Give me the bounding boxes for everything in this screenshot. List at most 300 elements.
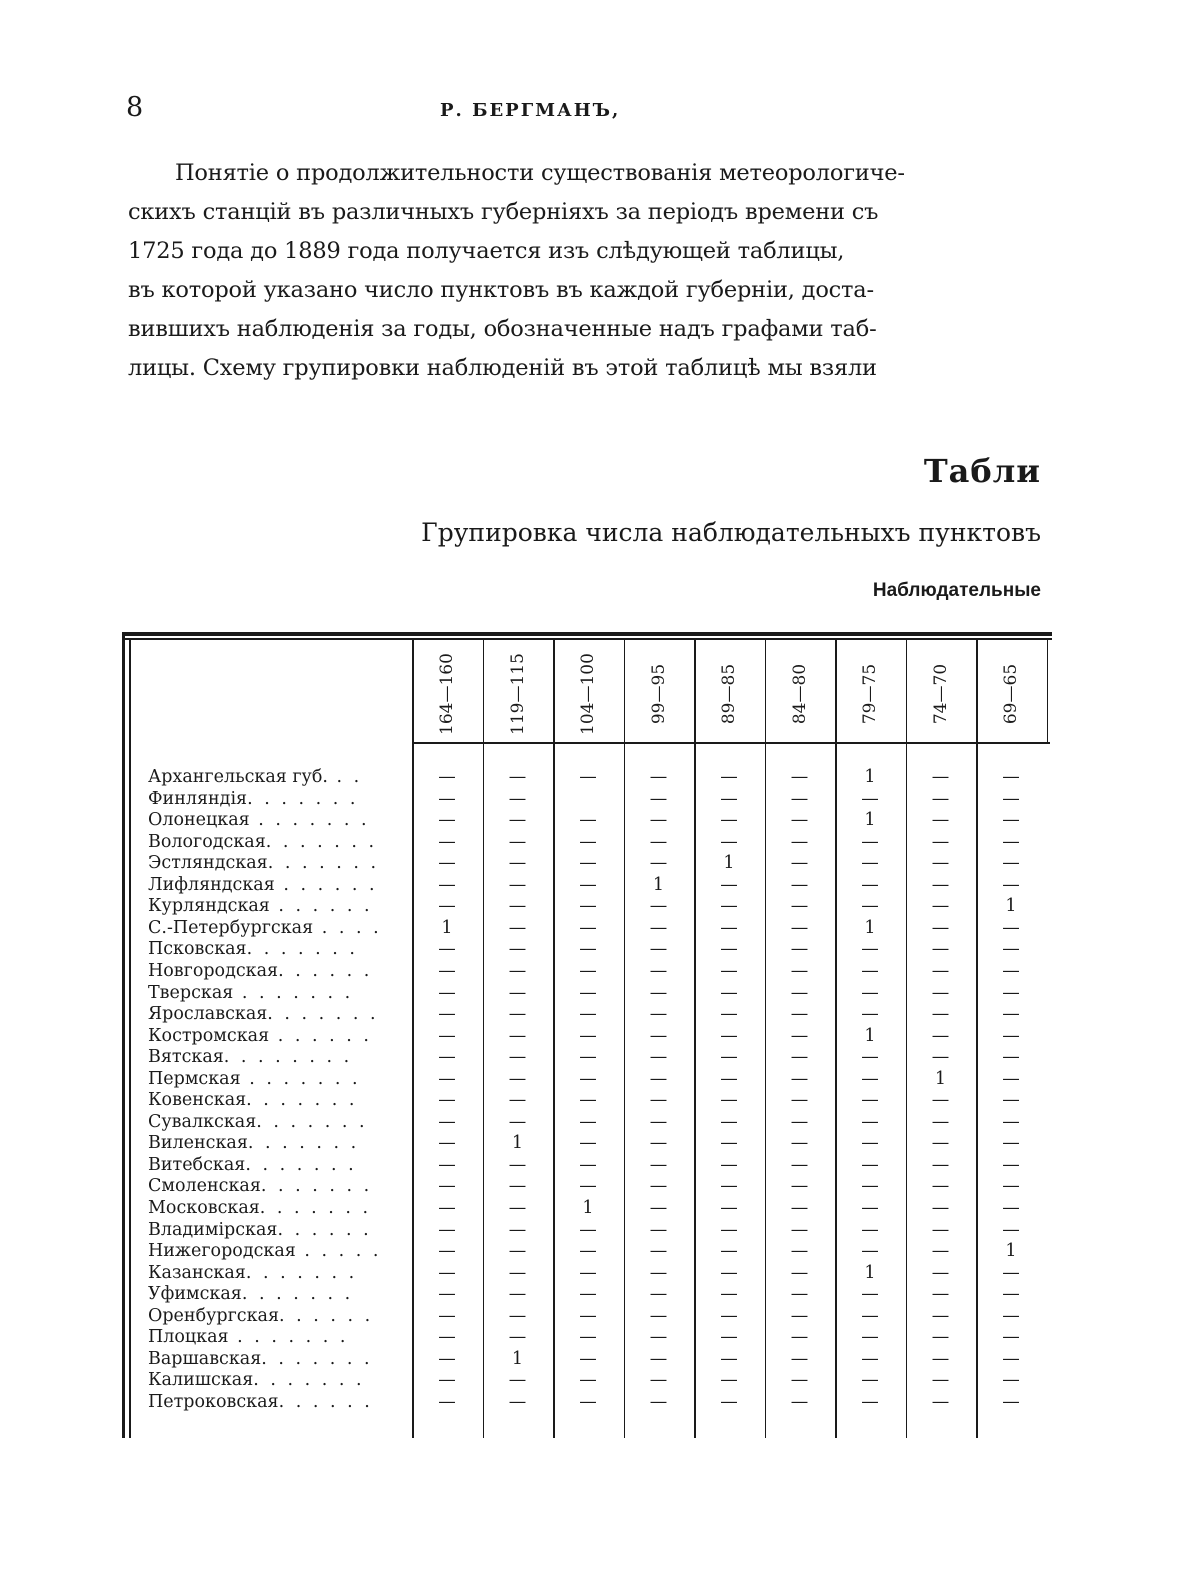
table-cell: — bbox=[790, 1219, 809, 1240]
table-cell: — bbox=[720, 896, 738, 917]
table-cell: — bbox=[931, 939, 950, 960]
table-cell: — bbox=[931, 1176, 950, 1197]
table-cell: — bbox=[438, 1348, 456, 1369]
row-label: Финляндія. . . . . . . bbox=[148, 788, 359, 809]
table-cell: — bbox=[508, 853, 527, 874]
table-cell: — bbox=[861, 1068, 879, 1089]
table-cell: — bbox=[649, 1327, 668, 1348]
table-cell: — bbox=[1002, 853, 1020, 874]
row-label: Сувалкская. . . . . . . bbox=[148, 1111, 368, 1132]
table-cell: — bbox=[861, 1305, 879, 1326]
table-cell: — bbox=[720, 1025, 738, 1046]
table-cell: — bbox=[861, 874, 879, 895]
table-cell: — bbox=[579, 1047, 597, 1068]
table-cell: — bbox=[720, 788, 738, 809]
table-cell: — bbox=[649, 1391, 668, 1412]
table-cell: — bbox=[1002, 982, 1020, 1003]
table-cell: — bbox=[579, 1219, 597, 1240]
table-cell: — bbox=[649, 767, 668, 787]
table-cell: — bbox=[649, 810, 668, 831]
table-cell: — bbox=[579, 896, 597, 917]
table-cell: — bbox=[861, 1391, 879, 1412]
table-cell: — bbox=[649, 960, 668, 981]
table-cell: — bbox=[438, 788, 456, 809]
table-cell: — bbox=[931, 1370, 950, 1391]
table-cell: — bbox=[931, 1004, 950, 1025]
table-cell: — bbox=[438, 939, 456, 960]
table-cell: — bbox=[649, 917, 668, 938]
table-cell: — bbox=[720, 1370, 738, 1391]
table-cell: — bbox=[508, 810, 527, 831]
row-label: Варшавская. . . . . . . bbox=[148, 1348, 373, 1369]
table-cell: — bbox=[861, 982, 879, 1003]
row-label: Уфимская. . . . . . . bbox=[148, 1284, 354, 1305]
table-cell: — bbox=[508, 1176, 527, 1197]
table-cell: — bbox=[649, 1025, 668, 1046]
table-cell: — bbox=[1002, 1025, 1020, 1046]
table-cell: — bbox=[720, 1090, 738, 1111]
table-cell: — bbox=[861, 1154, 879, 1175]
table-cell: — bbox=[438, 1262, 456, 1283]
table-cell: — bbox=[790, 874, 809, 895]
table-cell: — bbox=[438, 1090, 456, 1111]
table-cell: — bbox=[438, 1219, 456, 1240]
row-label: Эстляндская. . . . . . . bbox=[148, 853, 380, 874]
table-cell: — bbox=[438, 1391, 456, 1412]
table-cell: — bbox=[508, 1154, 527, 1175]
table-cell: — bbox=[790, 1090, 809, 1111]
table-cell: — bbox=[438, 1327, 456, 1348]
row-label: Петроковская. . . . . . bbox=[148, 1391, 373, 1412]
table-cell: — bbox=[438, 1133, 456, 1154]
table-cell: — bbox=[720, 767, 738, 787]
table-cell: — bbox=[931, 1133, 950, 1154]
table-cell: — bbox=[649, 1305, 668, 1326]
table-cell: — bbox=[720, 1305, 738, 1326]
table-cell: — bbox=[649, 1047, 668, 1068]
table-cell: 1 bbox=[511, 1133, 524, 1154]
table-cell: — bbox=[438, 1154, 456, 1175]
table-left-rule-thin bbox=[129, 638, 131, 1438]
row-label: Костромская . . . . . . bbox=[148, 1025, 372, 1046]
table-cell: — bbox=[931, 788, 950, 809]
row-label: Казанская. . . . . . . bbox=[148, 1262, 358, 1283]
table-cell: — bbox=[861, 853, 879, 874]
table-cell: — bbox=[1002, 1090, 1020, 1111]
table-cell: — bbox=[649, 1370, 668, 1391]
row-label: Псковская. . . . . . . bbox=[148, 939, 358, 960]
table-cell: — bbox=[861, 1241, 879, 1262]
table-cell: — bbox=[861, 1219, 879, 1240]
column-header: 99—95 bbox=[648, 663, 669, 725]
table-cell: — bbox=[579, 1004, 597, 1025]
row-label: Витебская. . . . . . . bbox=[148, 1154, 357, 1175]
table-cell: — bbox=[508, 1370, 527, 1391]
table-cell: — bbox=[649, 1004, 668, 1025]
table-cell: — bbox=[1002, 1370, 1020, 1391]
table-cell: — bbox=[579, 917, 597, 938]
table-cell: — bbox=[720, 1047, 738, 1068]
table-cell: — bbox=[579, 831, 597, 852]
table-cell: — bbox=[508, 1391, 527, 1412]
table-cell: 1 bbox=[864, 767, 876, 787]
running-head: Р. БЕРГМАНЪ, bbox=[440, 100, 621, 121]
table-cell: 1 bbox=[1005, 1241, 1017, 1262]
table-cell: — bbox=[649, 1198, 668, 1218]
row-label: Тверская . . . . . . . bbox=[148, 982, 354, 1003]
table-cell: — bbox=[790, 1047, 809, 1068]
table-top-rule bbox=[122, 632, 1052, 636]
table-cell: — bbox=[861, 1284, 879, 1305]
table-cell: — bbox=[720, 982, 738, 1003]
table-cell: — bbox=[1002, 1154, 1020, 1175]
table-cell: — bbox=[438, 1025, 456, 1046]
table-cell: — bbox=[931, 917, 950, 938]
table-cell: — bbox=[861, 1133, 879, 1154]
table-cell: — bbox=[508, 1025, 527, 1046]
table-cell: — bbox=[649, 1111, 668, 1132]
table-cell: — bbox=[861, 1176, 879, 1197]
row-label: Лифляндская . . . . . . bbox=[148, 874, 378, 895]
table-cell: — bbox=[649, 982, 668, 1003]
table-cell: — bbox=[1002, 874, 1020, 895]
table-cell: — bbox=[579, 1305, 597, 1326]
column-header: 119—115 bbox=[507, 653, 528, 735]
table-cell: — bbox=[1002, 788, 1020, 809]
table-cell: — bbox=[931, 982, 950, 1003]
table-cell: — bbox=[790, 1391, 809, 1412]
table-cell: — bbox=[508, 1262, 527, 1283]
table-cell: — bbox=[649, 896, 668, 917]
table-cell: — bbox=[931, 1047, 950, 1068]
table-cell: — bbox=[861, 939, 879, 960]
table-cell: 1 bbox=[934, 1068, 947, 1089]
table-cell: — bbox=[649, 1219, 668, 1240]
table-cell: — bbox=[720, 1154, 738, 1175]
row-label: Новгородская. . . . . . bbox=[148, 960, 373, 981]
table-cell: — bbox=[579, 1090, 597, 1111]
paragraph-line: въ которой указано число пунктовъ въ каждой губерніи, доста- bbox=[128, 277, 874, 303]
row-label: Оренбургская. . . . . . bbox=[148, 1305, 374, 1326]
table-cell: — bbox=[438, 810, 456, 831]
table-cell: — bbox=[579, 960, 597, 981]
table-cell: — bbox=[649, 1133, 668, 1154]
table-top-rule-thin bbox=[122, 638, 1052, 640]
column-header: 89—85 bbox=[719, 663, 739, 725]
table-cell: — bbox=[649, 1284, 668, 1305]
table-cell: — bbox=[790, 939, 809, 960]
table-left-rule bbox=[122, 632, 125, 1438]
table-cell: — bbox=[931, 767, 950, 787]
table-cell: — bbox=[931, 1284, 950, 1305]
table-cell: — bbox=[649, 1241, 668, 1262]
table-cell: — bbox=[720, 1284, 738, 1305]
table-cell: — bbox=[720, 1327, 738, 1348]
table-cell: — bbox=[1002, 1348, 1020, 1369]
row-label: Плоцкая . . . . . . . bbox=[148, 1327, 349, 1348]
table-cell: — bbox=[931, 1262, 950, 1283]
table-cell: — bbox=[861, 1111, 879, 1132]
table-cell: — bbox=[931, 1305, 950, 1326]
table-cell: — bbox=[579, 1327, 597, 1348]
table-cell: — bbox=[1002, 1004, 1020, 1025]
table-cell: — bbox=[1002, 1133, 1020, 1154]
table-cell: — bbox=[508, 767, 527, 787]
table-cell: — bbox=[508, 1068, 527, 1089]
table-cell: — bbox=[438, 896, 456, 917]
table-cell: — bbox=[931, 1090, 950, 1111]
table-cell: — bbox=[1002, 1327, 1020, 1348]
table-subhead: Наблюдательные bbox=[872, 580, 1041, 601]
row-label: Архангельская губ. . . bbox=[148, 767, 363, 787]
table-cell: — bbox=[579, 1391, 597, 1412]
table-cell: — bbox=[579, 1176, 597, 1197]
table-cell: — bbox=[508, 1327, 527, 1348]
table-cell: — bbox=[579, 939, 597, 960]
table-cell: — bbox=[790, 1327, 809, 1348]
table-cell: — bbox=[790, 1241, 809, 1262]
row-label: Виленская. . . . . . . bbox=[148, 1133, 360, 1154]
table-cell: — bbox=[720, 1133, 738, 1154]
table-cell: — bbox=[508, 874, 527, 895]
table-cell: — bbox=[508, 1284, 527, 1305]
table-cell: — bbox=[931, 810, 950, 831]
table-cell: — bbox=[438, 874, 456, 895]
table-cell: — bbox=[649, 1262, 668, 1283]
table-cell bbox=[553, 788, 623, 810]
table-cell: — bbox=[579, 874, 597, 895]
table-cell: — bbox=[508, 831, 527, 852]
table-cell: — bbox=[720, 874, 738, 895]
table-cell: — bbox=[1002, 767, 1020, 787]
table-cell: — bbox=[438, 1305, 456, 1326]
table-cell: 1 bbox=[1005, 896, 1017, 917]
table-cell: — bbox=[438, 853, 456, 874]
row-label: Вологодская. . . . . . . bbox=[148, 831, 378, 852]
row-label: Смоленская. . . . . . . bbox=[148, 1176, 373, 1197]
table-cell: — bbox=[931, 960, 950, 981]
table-cell: — bbox=[438, 1241, 456, 1262]
table-cell: — bbox=[579, 1370, 597, 1391]
table-cell: — bbox=[931, 896, 950, 917]
table-cell: — bbox=[790, 917, 809, 938]
row-label: Курляндская . . . . . . bbox=[148, 896, 373, 917]
table-cell: — bbox=[720, 1241, 738, 1262]
table-cell: — bbox=[790, 960, 809, 981]
table-cell: — bbox=[508, 960, 527, 981]
table-cell: — bbox=[579, 853, 597, 874]
table-cell: — bbox=[649, 939, 668, 960]
table-cell: — bbox=[579, 1348, 597, 1369]
table-cell: — bbox=[508, 982, 527, 1003]
table-cell: — bbox=[1002, 960, 1020, 981]
table-cell: — bbox=[931, 1025, 950, 1046]
table-cell: — bbox=[579, 1111, 597, 1132]
table-cell: — bbox=[790, 788, 809, 809]
table-cell: — bbox=[1002, 1176, 1020, 1197]
table-cell: — bbox=[790, 853, 809, 874]
table-cell: 1 bbox=[723, 853, 735, 874]
table-cell: — bbox=[508, 1111, 527, 1132]
table-cell: — bbox=[720, 1176, 738, 1197]
paragraph-line: вившихъ наблюденія за годы, обозначенные надъ графами таб- bbox=[128, 316, 877, 342]
table-cell: — bbox=[931, 1348, 950, 1369]
table-cell: — bbox=[861, 1348, 879, 1369]
table-cell: — bbox=[1002, 1111, 1020, 1132]
table-cell: — bbox=[790, 1133, 809, 1154]
column-header: 79—75 bbox=[860, 663, 880, 725]
table-cell: — bbox=[790, 1370, 809, 1391]
table-cell: — bbox=[1002, 917, 1020, 938]
table-cell: — bbox=[931, 874, 950, 895]
table-cell: — bbox=[579, 810, 597, 831]
table-cell: — bbox=[790, 1111, 809, 1132]
table-cell: — bbox=[1002, 831, 1020, 852]
table-cell: — bbox=[790, 896, 809, 917]
column-header: 84—80 bbox=[789, 663, 810, 725]
table-cell: — bbox=[508, 1090, 527, 1111]
table-cell: — bbox=[579, 1262, 597, 1283]
table-cell: — bbox=[720, 1348, 738, 1369]
table-cell: — bbox=[720, 1391, 738, 1412]
row-label: Ковенская. . . . . . . bbox=[148, 1090, 358, 1111]
table-cell: — bbox=[790, 1305, 809, 1326]
table-cell: — bbox=[720, 939, 738, 960]
table-cell: — bbox=[931, 1111, 950, 1132]
table-cell: — bbox=[861, 896, 879, 917]
table-cell: — bbox=[720, 1068, 738, 1089]
table-cell: — bbox=[790, 810, 809, 831]
table-cell: — bbox=[790, 1176, 809, 1197]
table-cell: — bbox=[861, 1370, 879, 1391]
table-cell: — bbox=[861, 1004, 879, 1025]
table-cell: — bbox=[720, 917, 738, 938]
table-cell: — bbox=[790, 1154, 809, 1175]
table-cell: — bbox=[931, 1391, 950, 1412]
column-header: 164—160 bbox=[437, 653, 457, 735]
table-cell: — bbox=[579, 1068, 597, 1089]
table-cell: — bbox=[1002, 1047, 1020, 1068]
table-cell: — bbox=[931, 1154, 950, 1175]
table-cell: — bbox=[508, 939, 527, 960]
row-label: С.-Петербургская . . . . bbox=[148, 917, 382, 938]
page-number: 8 bbox=[126, 92, 144, 123]
table-title: Табли bbox=[923, 452, 1041, 490]
table-cell: — bbox=[508, 1004, 527, 1025]
table-cell: — bbox=[720, 1219, 738, 1240]
table-cell: — bbox=[438, 831, 456, 852]
column-rule bbox=[1047, 638, 1049, 742]
table-cell: — bbox=[1002, 1391, 1020, 1412]
row-label: Калишская. . . . . . . bbox=[148, 1370, 365, 1391]
table-cell: — bbox=[508, 917, 527, 938]
table-cell: — bbox=[649, 788, 668, 809]
paragraph-line: 1725 года до 1889 года получается изъ слѣдующей таблицы, bbox=[128, 238, 845, 264]
table-cell: 1 bbox=[864, 1262, 876, 1283]
table-cell: — bbox=[579, 1133, 597, 1154]
table-cell: — bbox=[720, 1111, 738, 1132]
row-label: Нижегородская . . . . . bbox=[148, 1241, 382, 1262]
table-cell: — bbox=[931, 831, 950, 852]
table-cell: — bbox=[438, 1111, 456, 1132]
table-cell: — bbox=[720, 810, 738, 831]
table-cell: — bbox=[720, 1004, 738, 1025]
table-cell: — bbox=[931, 1198, 950, 1218]
table-cell: — bbox=[931, 1219, 950, 1240]
table-cell: — bbox=[579, 1241, 597, 1262]
table-cell: — bbox=[720, 960, 738, 981]
table-cell: — bbox=[438, 767, 456, 787]
column-header: 74—70 bbox=[930, 663, 951, 725]
row-label: Олонецкая . . . . . . . bbox=[148, 810, 370, 831]
table-cell: — bbox=[1002, 810, 1020, 831]
table-cell: — bbox=[649, 1090, 668, 1111]
table-cell: — bbox=[1002, 1305, 1020, 1326]
paragraph-line: скихъ станцій въ различныхъ губерніяхъ за періодъ времени съ bbox=[128, 199, 879, 225]
table-cell: — bbox=[579, 1284, 597, 1305]
row-label: Пермская . . . . . . . bbox=[148, 1068, 361, 1089]
table-cell: — bbox=[931, 853, 950, 874]
table-cell: — bbox=[720, 1198, 738, 1218]
table-cell: — bbox=[649, 1154, 668, 1175]
table-cell: 1 bbox=[441, 917, 453, 938]
table-cell: — bbox=[649, 853, 668, 874]
table-cell: — bbox=[790, 1348, 809, 1369]
table-cell: — bbox=[508, 788, 527, 809]
paragraph-line: лицы. Схему групировки наблюденій въ этой таблицѣ мы взяли bbox=[128, 355, 877, 381]
table-cell: — bbox=[790, 1284, 809, 1305]
column-header: 104—100 bbox=[578, 653, 598, 735]
table-cell: — bbox=[1002, 1219, 1020, 1240]
table-cell: — bbox=[790, 1198, 809, 1218]
table-cell: — bbox=[861, 1327, 879, 1348]
table-cell: — bbox=[861, 1047, 879, 1068]
table-subtitle: Групировка числа наблюдательныхъ пунктовъ bbox=[421, 518, 1041, 547]
table-cell: — bbox=[508, 1305, 527, 1326]
table-cell: — bbox=[438, 1284, 456, 1305]
table-cell: — bbox=[649, 1348, 668, 1369]
table-cell: 1 bbox=[582, 1198, 594, 1218]
table-cell: — bbox=[508, 1047, 527, 1068]
table-cell: — bbox=[1002, 939, 1020, 960]
table-cell: 1 bbox=[864, 1025, 876, 1046]
table-cell: — bbox=[438, 1198, 456, 1218]
table-cell: — bbox=[861, 788, 879, 809]
table-cell: — bbox=[438, 1068, 456, 1089]
table-cell: 1 bbox=[864, 917, 876, 938]
table-cell: — bbox=[861, 831, 879, 852]
table-cell: — bbox=[579, 982, 597, 1003]
table-cell: — bbox=[649, 1068, 668, 1089]
row-label: Владимірская. . . . . . bbox=[148, 1219, 372, 1240]
table-cell: — bbox=[1002, 1068, 1020, 1089]
table-cell: — bbox=[790, 1262, 809, 1283]
table-cell: — bbox=[508, 1219, 527, 1240]
row-label: Вятская. . . . . . . . bbox=[148, 1047, 353, 1068]
table-cell: — bbox=[1002, 1198, 1020, 1218]
table-header-rule bbox=[414, 742, 1050, 744]
table-cell: — bbox=[579, 1154, 597, 1175]
table-cell: — bbox=[508, 1241, 527, 1262]
table-cell: — bbox=[861, 960, 879, 981]
table-cell: — bbox=[790, 1004, 809, 1025]
table-cell: — bbox=[649, 1176, 668, 1197]
paragraph-line: Понятіе о продолжительности существованія метеорологиче- bbox=[175, 160, 905, 186]
table-cell: — bbox=[931, 1241, 950, 1262]
table-cell: — bbox=[1002, 1284, 1020, 1305]
table-cell: — bbox=[438, 960, 456, 981]
table-cell: 1 bbox=[652, 874, 665, 895]
